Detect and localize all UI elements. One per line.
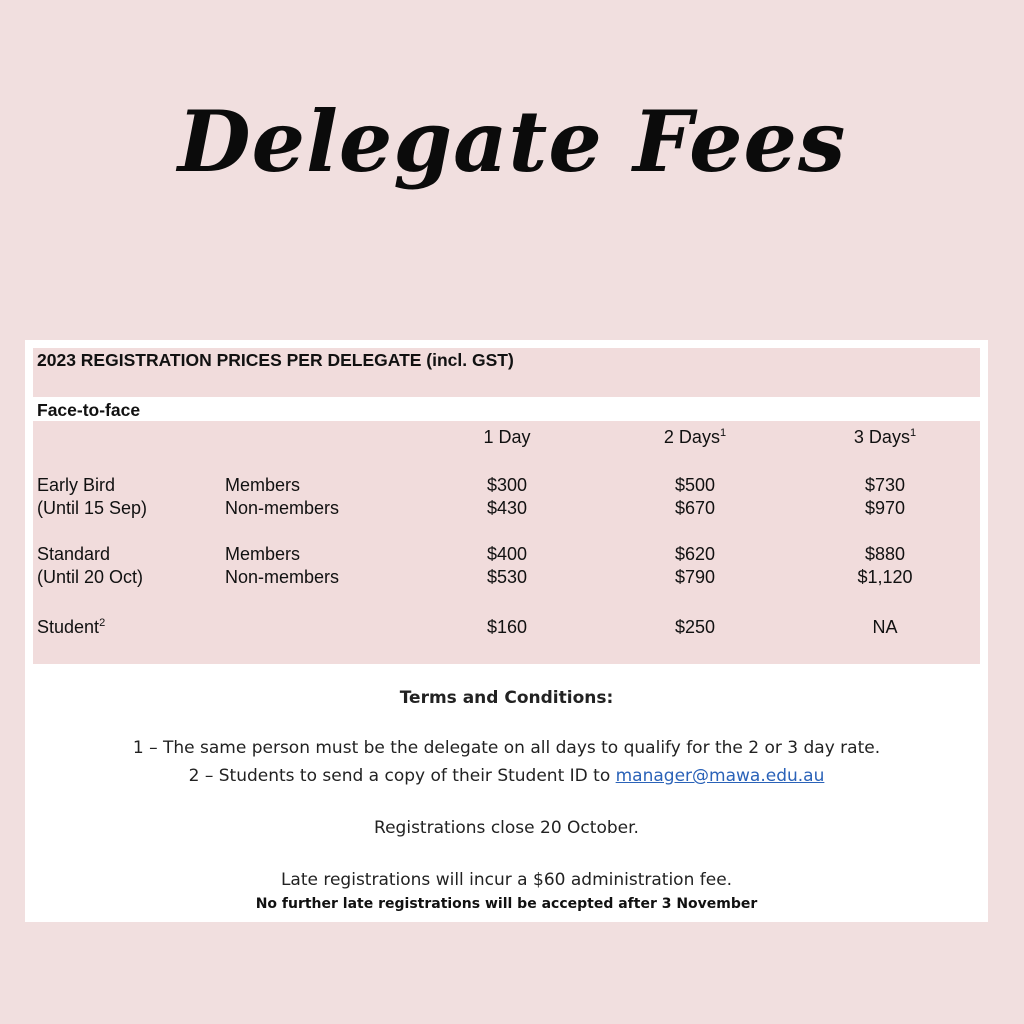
price-cell: $970 (864, 498, 906, 518)
price-cell: $1,120 (857, 567, 913, 587)
price-cell: $790 (674, 567, 716, 587)
nonmembers-label: Non-members (225, 498, 340, 518)
footnote-marker: 1 (719, 427, 727, 439)
price-cell: $400 (486, 544, 528, 564)
no-late-note: No further late registrations will be accepted after 3 November (255, 896, 758, 912)
col-header-2-days (645, 426, 745, 448)
section-label: Face-to-face (37, 400, 141, 420)
price-cell: $250 (674, 617, 716, 637)
fees-document (25, 340, 988, 922)
col-header-2-days-label: 2 Days (663, 427, 720, 447)
price-cell: $430 (486, 498, 528, 518)
nonmembers-label: Non-members (225, 567, 340, 587)
members-label: Members (225, 544, 301, 564)
terms-line-1: 1 – The same person must be the delegate on all days to qualify for the 2 or 3 day rate. (132, 738, 881, 758)
price-cell: $530 (486, 567, 528, 587)
email-link[interactable]: manager@mawa.edu.au (615, 766, 825, 786)
terms-title: Terms and Conditions: (399, 688, 614, 708)
student-row-label (37, 616, 105, 638)
registration-close-note: Registrations close 20 October. (374, 818, 639, 838)
col-header-1-day: 1 Day (483, 427, 531, 447)
row-period: (Until 20 Oct) (37, 567, 144, 587)
document-heading: 2023 REGISTRATION PRICES PER DELEGATE (incl. GST) (37, 350, 514, 370)
terms-line-2 (25, 766, 988, 786)
col-header-3-days (835, 426, 935, 448)
col-header-3-days-label: 3 Days (853, 427, 910, 447)
row-period: (Until 15 Sep) (37, 498, 148, 518)
members-label: Members (225, 475, 301, 495)
price-cell: $730 (864, 475, 906, 495)
price-cell: $880 (864, 544, 906, 564)
student-label: Student (37, 617, 100, 637)
footnote-marker: 2 (99, 617, 106, 629)
price-cell: NA (872, 617, 898, 637)
page-title: Delegate Fees (177, 92, 847, 191)
row-category: Early Bird (37, 475, 116, 495)
price-cell: $620 (674, 544, 716, 564)
price-cell: $300 (486, 475, 528, 495)
footnote-marker: 1 (909, 427, 917, 439)
row-category: Standard (37, 544, 111, 564)
late-fee-note: Late registrations will incur a $60 administration fee. (280, 870, 733, 890)
price-cell: $670 (674, 498, 716, 518)
price-cell: $160 (486, 617, 528, 637)
terms-line-2-text: 2 – Students to send a copy of their Student ID to (188, 766, 616, 786)
price-cell: $500 (674, 475, 716, 495)
